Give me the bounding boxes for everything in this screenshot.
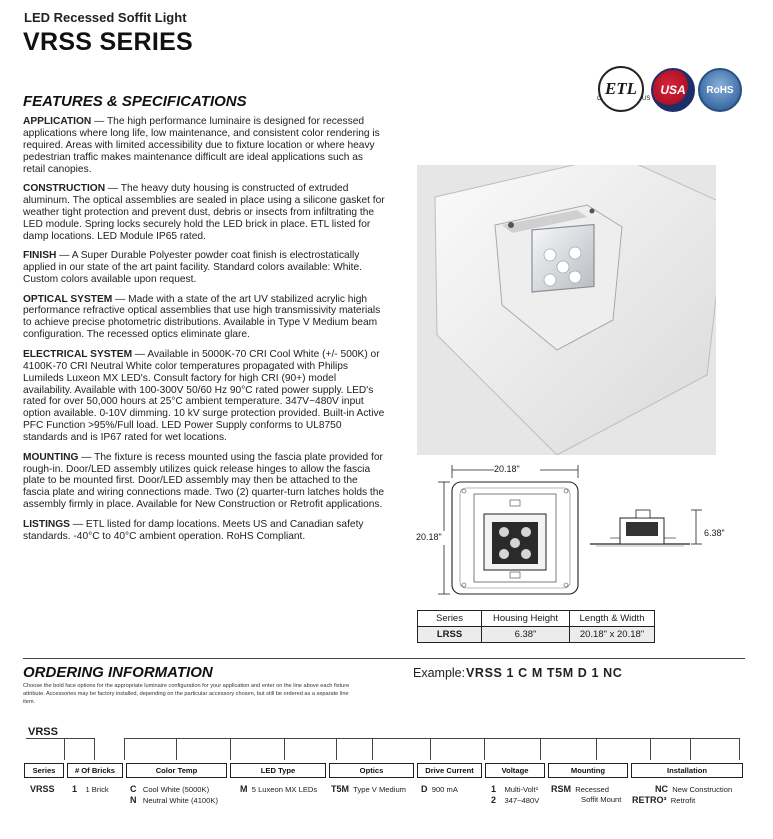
option-desc: New Construction (672, 785, 733, 794)
option-mounting (551, 784, 609, 796)
column-header-voltage: Voltage (485, 763, 545, 778)
ordering-note: Choose the bold face options for the appropriate luminaire configuration for your application and enter on the line above each fixture attribute. Accessories may be factory installed, depending on the particular accessory chosen, but still be ordered as a separate line item. (23, 683, 350, 705)
spec-application (23, 116, 385, 176)
entry-slot-extra (596, 738, 650, 760)
product-photo (417, 165, 716, 455)
features-heading: FEATURES & SPECIFICATIONS (23, 93, 247, 110)
table-header-row (418, 611, 655, 627)
option-code: 1 (491, 784, 497, 794)
table-header: Length & Width (570, 611, 655, 627)
example-code: VRSS 1 C M T5M D 1 NC (466, 666, 623, 680)
spec-construction (23, 183, 385, 243)
dimension-drawing (414, 460, 734, 610)
option-code: M (240, 784, 248, 794)
option-mounting-line-2 (581, 795, 621, 806)
fixture-illustration (417, 165, 716, 455)
column-header-installation: Installation (631, 763, 743, 778)
option-desc: 900 mA (431, 785, 458, 794)
spec-label: OPTICAL SYSTEM (23, 293, 113, 305)
product-subtitle: LED Recessed Soffit Light (24, 10, 187, 25)
entry-slot-optics (230, 738, 284, 760)
option-desc: Retrofit (670, 796, 696, 805)
entry-slot-bricks (64, 738, 94, 760)
spec-finish (23, 250, 385, 286)
table-row (418, 627, 655, 643)
rohs-compliant-logo (698, 68, 742, 112)
ordering-heading: ORDERING INFORMATION (23, 664, 213, 681)
option-bricks (72, 784, 109, 796)
option-desc: Cool White (5000K) (142, 785, 210, 794)
dimensions-table (417, 610, 655, 643)
height-dimension-label: 20.18" (416, 532, 442, 542)
option-desc: Neutral White (4100K) (142, 796, 218, 805)
option-installation-nc (655, 784, 732, 796)
etl-c-mark: C (597, 96, 602, 102)
column-header-series: Series (24, 763, 64, 778)
depth-dimension-label: 6.38" (704, 528, 725, 538)
series-prefix: VRSS (28, 726, 58, 738)
spec-body: — Available in 5000K-70 CRI Cool White (+/- 500K) or 4100K-70 CRI Neutral White color temperatures propagated with Philips Lumileds Luxeon MX LED's. Consult factory for high CRI (90+) model availability. Available with 100-300V 50/60 Hz 90°C rated power supply. LED's rated for over 50,000 hours at 25°C ambient temperature. 347V~480V input option available. 0-10V dimming. 10 kV surge protection provided. Built-in Active PFC Function >95%/Full load. LED Power Supply conforms to UL8750 standards and is IP67 rated for wet locations. (23, 348, 385, 444)
entry-slot-extra (540, 738, 596, 760)
option-desc: 1 Brick (85, 785, 109, 794)
table-cell: 20.18" x 20.18" (570, 627, 655, 643)
spec-body: — A Super Durable Polyester powder coat finish is electrostatically applied in our state of the art paint facility. Standard colors available: White. Custom colors available upon request. (23, 250, 363, 286)
etl-us-mark: US (642, 96, 651, 102)
dimension-diagram (414, 460, 734, 610)
option-desc: 347~480V (504, 796, 540, 805)
spec-optical-system (23, 294, 385, 342)
table-header: Housing Height (482, 611, 570, 627)
table-header: Series (418, 611, 482, 627)
entry-slot-end (690, 738, 740, 760)
column-header-bricks: # Of Bricks (67, 763, 123, 778)
option-color-temp-n (130, 795, 218, 807)
option-code: N (130, 795, 137, 805)
spec-label: FINISH (23, 250, 57, 262)
series-title: VRSS SERIES (23, 28, 194, 56)
option-code: 2 (491, 795, 497, 805)
entry-slot-voltage (336, 738, 372, 760)
spec-body: — ETL listed for damp locations. Meets US and Canadian safety standards. -40°C to 40°C ambient operation. RoHS Compliant. (23, 518, 364, 542)
etl-logo-text: ETL (604, 79, 638, 98)
column-header-color-temp: Color Temp (126, 763, 227, 778)
entry-slot-spacer (94, 738, 124, 760)
entry-slot-mounting (372, 738, 430, 760)
entry-slot-installation (430, 738, 484, 760)
option-voltage-1 (491, 784, 538, 796)
option-drive-current (421, 784, 458, 796)
spec-label: ELECTRICAL SYSTEM (23, 348, 133, 360)
entry-slot-color-temp (124, 738, 176, 760)
spec-electrical-system (23, 349, 385, 444)
table-cell: 6.38" (482, 627, 570, 643)
option-code: RETRO³ (632, 795, 667, 805)
spec-body: — Made with a state of the art UV stabilized acrylic high performance refractive optical assemblies that use high transmissivity materials to achieve precise photometric distributions. Available in Type V Medium beam configuration. The recessed optics eliminate glare. (23, 293, 381, 341)
option-code: C (130, 784, 137, 794)
option-voltage-2 (491, 795, 539, 807)
spec-body: — The fixture is recess mounted using the fascia plate provided for rough-in. Door/LED assembly utilizes quick release hinges to allow the fascia plate to be mounted first. Door/LED assembly may then be attached to the fascia plate and wiring connections made. Two (2) quarter-turn latches holds the assembly firmly in place. Available for New Construction or Retrofit applications. (23, 451, 385, 511)
entry-slot-led-type (176, 738, 230, 760)
column-header-led-type: LED Type (230, 763, 326, 778)
option-desc: Recessed (575, 785, 610, 794)
option-color-temp-c (130, 784, 209, 796)
option-code: T5M (331, 784, 349, 794)
entry-slot-extra (650, 738, 690, 760)
option-led-type (240, 784, 317, 796)
option-installation-retro (632, 795, 695, 807)
rohs-logo-text: RoHS (706, 84, 734, 96)
spec-mounting (23, 452, 385, 512)
spec-listings (23, 519, 385, 543)
spec-label: MOUNTING (23, 451, 79, 463)
option-code: D (421, 784, 428, 794)
option-code: 1 (72, 784, 78, 794)
width-dimension-label: 20.18" (494, 464, 520, 474)
spec-body: — The high performance luminaire is designed for recessed applications where long life, low maintenance, and consistent color rendering is required. Areas with limited accessibility due to fixture location or where heavy pedestrian traffic makes maintenance difficult are ideal applications such as retail canopies. (23, 116, 380, 175)
option-desc: 5 Luxeon MX LEDs (251, 785, 318, 794)
option-code: NC (655, 784, 668, 794)
section-divider (23, 658, 745, 659)
entry-slot-extra (484, 738, 540, 760)
column-header-mounting: Mounting (548, 763, 628, 778)
option-desc: Multi-Volt¹ (504, 785, 539, 794)
option-code: RSM (551, 784, 571, 794)
entry-slot-series (26, 738, 64, 760)
made-in-usa-logo (651, 68, 695, 112)
spec-label: APPLICATION (23, 116, 92, 127)
specifications-text (23, 116, 385, 550)
etl-listed-logo (598, 66, 644, 112)
spec-body: — The heavy duty housing is constructed of extruded aluminum. The optical assemblies are sealed in place using a silicone gasket for weather tight protection and prevent dust, debris or insects from infiltrating the LED module. Spring locks securely hold the LED brick in place. ETL listed for damp locations. LED Module IP65 rated. (23, 183, 385, 242)
spec-label: LISTINGS (23, 518, 70, 530)
column-header-optics: Optics (329, 763, 414, 778)
usa-logo-text: USA (660, 83, 686, 97)
column-header-drive-current: Drive Current (417, 763, 482, 778)
option-code: VRSS (30, 784, 55, 794)
table-cell: LRSS (418, 627, 482, 643)
option-series (30, 784, 55, 796)
option-desc: Soffit Mount (581, 795, 622, 804)
spec-label: CONSTRUCTION (23, 183, 106, 195)
entry-slot-drive-current (284, 738, 336, 760)
option-optics (331, 784, 406, 796)
example-label: Example: (413, 666, 466, 680)
option-desc: Type V Medium (353, 785, 406, 794)
